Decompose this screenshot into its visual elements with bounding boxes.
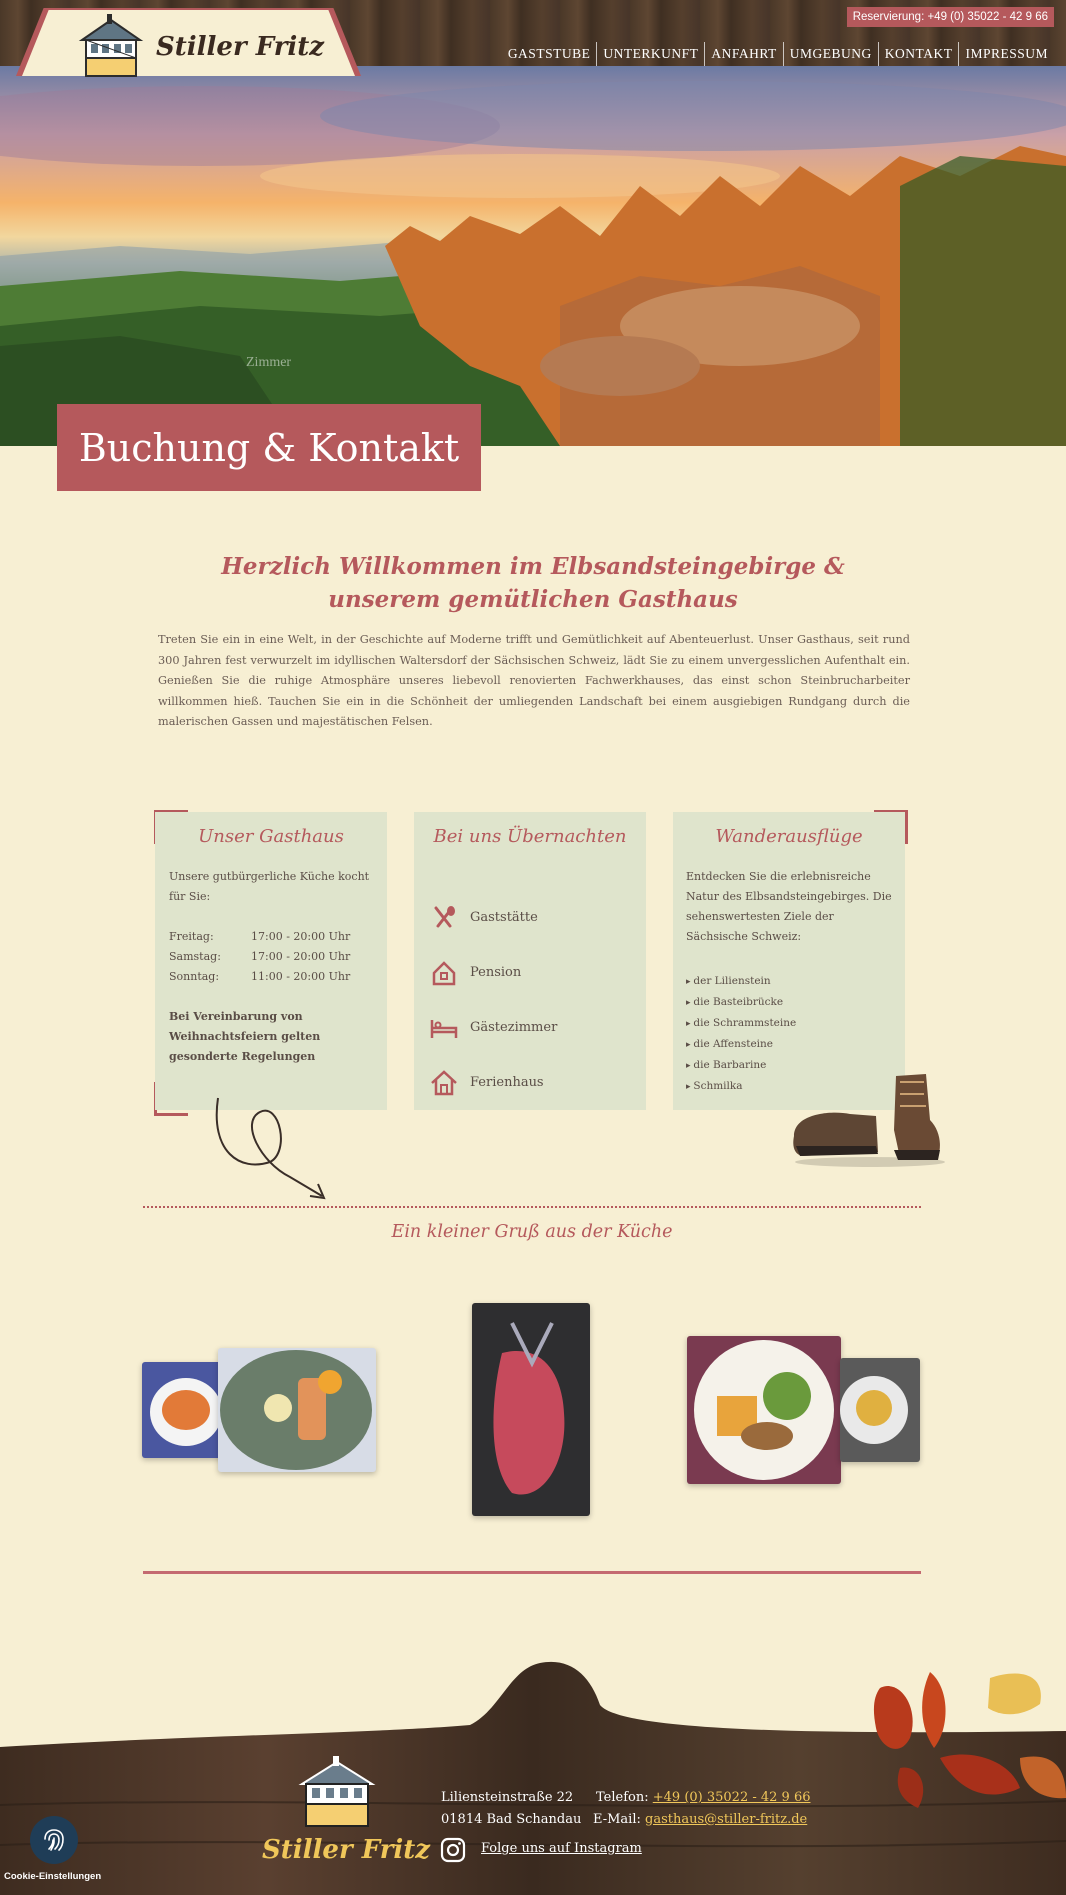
footer-phone-row xyxy=(596,1790,811,1805)
photo-raw-steak[interactable] xyxy=(472,1303,590,1516)
photo-soup[interactable] xyxy=(142,1362,224,1458)
list-item-label: Pension xyxy=(470,965,522,980)
photo-salmon-plate[interactable] xyxy=(218,1348,376,1472)
booking-title: Buchung & Kontakt xyxy=(78,425,460,470)
card-unser-gasthaus[interactable] xyxy=(155,812,387,1110)
list-item: ▸ die Schrammsteine xyxy=(686,1013,898,1034)
footer-logo-text[interactable]: Stiller Fritz xyxy=(262,1835,431,1865)
card-title[interactable]: Bei uns Übernachten xyxy=(433,826,627,847)
list-item-label: Gästezimmer xyxy=(470,1020,558,1035)
list-item-gaestezimmer[interactable] xyxy=(430,1000,640,1055)
cookie-settings-button[interactable] xyxy=(30,1816,78,1864)
logo-text[interactable]: Stiller Fritz xyxy=(156,32,325,62)
hours-day: Freitag: xyxy=(169,930,214,943)
dotted-divider xyxy=(143,1206,921,1208)
reservation-badge[interactable]: Reservierung: +49 (0) 35022 - 42 9 66 xyxy=(847,7,1054,27)
hours-day: Samstag: xyxy=(169,950,221,963)
list-item: ▸ Schmilka xyxy=(686,1076,898,1097)
card-wanderausfluege[interactable] xyxy=(673,812,905,1110)
hiking-boots-image xyxy=(790,1070,950,1168)
hours-row xyxy=(169,927,379,947)
photo-schnitzel-plate[interactable] xyxy=(687,1336,841,1484)
nav-unterkunft[interactable]: UNTERKUNFT xyxy=(596,42,704,66)
hours-time: 17:00 - 20:00 Uhr xyxy=(251,950,351,963)
photo-dessert[interactable] xyxy=(840,1358,920,1462)
nav-kontakt[interactable]: KONTAKT xyxy=(878,42,959,66)
hours-time: 11:00 - 20:00 Uhr xyxy=(251,970,351,983)
house-icon xyxy=(430,959,458,987)
fingerprint-icon xyxy=(40,1826,68,1854)
intro-title-line2: unserem gemütlichen Gasthaus xyxy=(328,586,738,613)
nav-impressum[interactable]: IMPRESSUM xyxy=(958,42,1054,66)
hero-image xyxy=(0,66,1066,446)
list-item-label: Gaststätte xyxy=(470,910,538,925)
kitchen-title: Ein kleiner Gruß aus der Küche xyxy=(391,1222,673,1242)
list-item: ▸ der Lilienstein xyxy=(686,971,898,992)
footer-city: 01814 Bad Schandau xyxy=(441,1812,582,1827)
footer-email-link[interactable]: gasthaus@stiller-fritz.de xyxy=(645,1812,808,1827)
booking-banner xyxy=(57,404,481,491)
card-uebernachten[interactable] xyxy=(414,812,646,1110)
decorative-arrow-icon xyxy=(210,1092,340,1204)
hero-landscape xyxy=(0,66,1066,446)
card-title[interactable]: Wanderausflüge xyxy=(715,826,863,847)
hours-row xyxy=(169,967,379,987)
card-note: Bei Vereinbarung von Weihnachtsfeiern gelten gesonderte Regelungen xyxy=(169,1010,321,1063)
hours-row xyxy=(169,947,379,967)
logo-house-icon[interactable] xyxy=(74,14,148,78)
list-item-label: Ferienhaus xyxy=(470,1075,544,1090)
footer-phone-label: Telefon: xyxy=(596,1790,649,1805)
intro-title-line1: Herzlich Willkommen im Elbsandsteingebirge & xyxy=(221,553,845,580)
card-intro: Unsere gutbürgerliche Küche kocht für Sie: xyxy=(169,870,370,903)
cutlery-icon xyxy=(430,904,458,932)
bed-icon xyxy=(430,1014,458,1042)
hero-faint-label: Zimmer xyxy=(246,355,292,370)
cookie-settings-label[interactable]: Cookie-Einstellungen xyxy=(4,1871,102,1882)
card-intro: Entdecken Sie die erlebnisreiche Natur des Elbsandsteingebirges. Die sehenswertesten Ziele der Sächsische Schweiz: xyxy=(686,870,892,943)
footer-logo-house-icon[interactable] xyxy=(294,1756,380,1828)
footer-phone-link[interactable]: +49 (0) 35022 - 42 9 66 xyxy=(652,1790,811,1805)
footer-email-label: E-Mail: xyxy=(593,1812,641,1827)
hours-time: 17:00 - 20:00 Uhr xyxy=(251,930,351,943)
footer-email-row xyxy=(593,1812,807,1827)
hours-day: Sonntag: xyxy=(169,970,220,983)
home-icon xyxy=(430,1069,458,1097)
autumn-leaves-image xyxy=(870,1668,1066,1818)
list-item-pension[interactable] xyxy=(430,945,640,1000)
list-item: ▸ die Barbarine xyxy=(686,1055,898,1076)
intro-paragraph: Treten Sie ein in eine Welt, in der Geschichte auf Moderne trifft und Gemütlichkeit auf Abenteuerlust. Unser Gasthaus, seit rund 300 Jahren fest verwurzelt im idyllischen Waltersdorf der Sächsischen Schweiz, lädt Sie zu einem unvergesslichen Aufenthalt ein. Genießen Sie die ruhige Atmosphäre unseres liebevoll renovierten Fachwerkhauses, das einst schon Steinbrucharbeiter willkommen hieß. Tauchen Sie ein in die Schönheit der umliegenden Landschaft bei einem ausgiebigen Rundgang durch die malerischen Gassen und majestätischen Felsen. xyxy=(158,633,910,728)
list-item-gaststaette[interactable] xyxy=(430,890,640,945)
intro-title xyxy=(160,550,906,616)
main-nav xyxy=(502,42,1054,66)
nav-umgebung[interactable]: UMGEBUNG xyxy=(783,42,878,66)
nav-anfahrt[interactable]: ANFAHRT xyxy=(704,42,782,66)
footer-street: Liliensteinstraße 22 xyxy=(441,1790,574,1805)
list-item: ▸ die Basteibrücke xyxy=(686,992,898,1013)
list-item-ferienhaus[interactable] xyxy=(430,1055,640,1110)
section-divider xyxy=(143,1571,921,1574)
list-item: ▸ die Affensteine xyxy=(686,1034,898,1055)
nav-gaststube[interactable]: GASTSTUBE xyxy=(507,46,591,61)
footer-instagram-link[interactable]: Folge uns auf Instagram xyxy=(481,1841,642,1856)
instagram-icon[interactable] xyxy=(440,1837,466,1863)
card-title[interactable]: Unser Gasthaus xyxy=(198,826,344,847)
